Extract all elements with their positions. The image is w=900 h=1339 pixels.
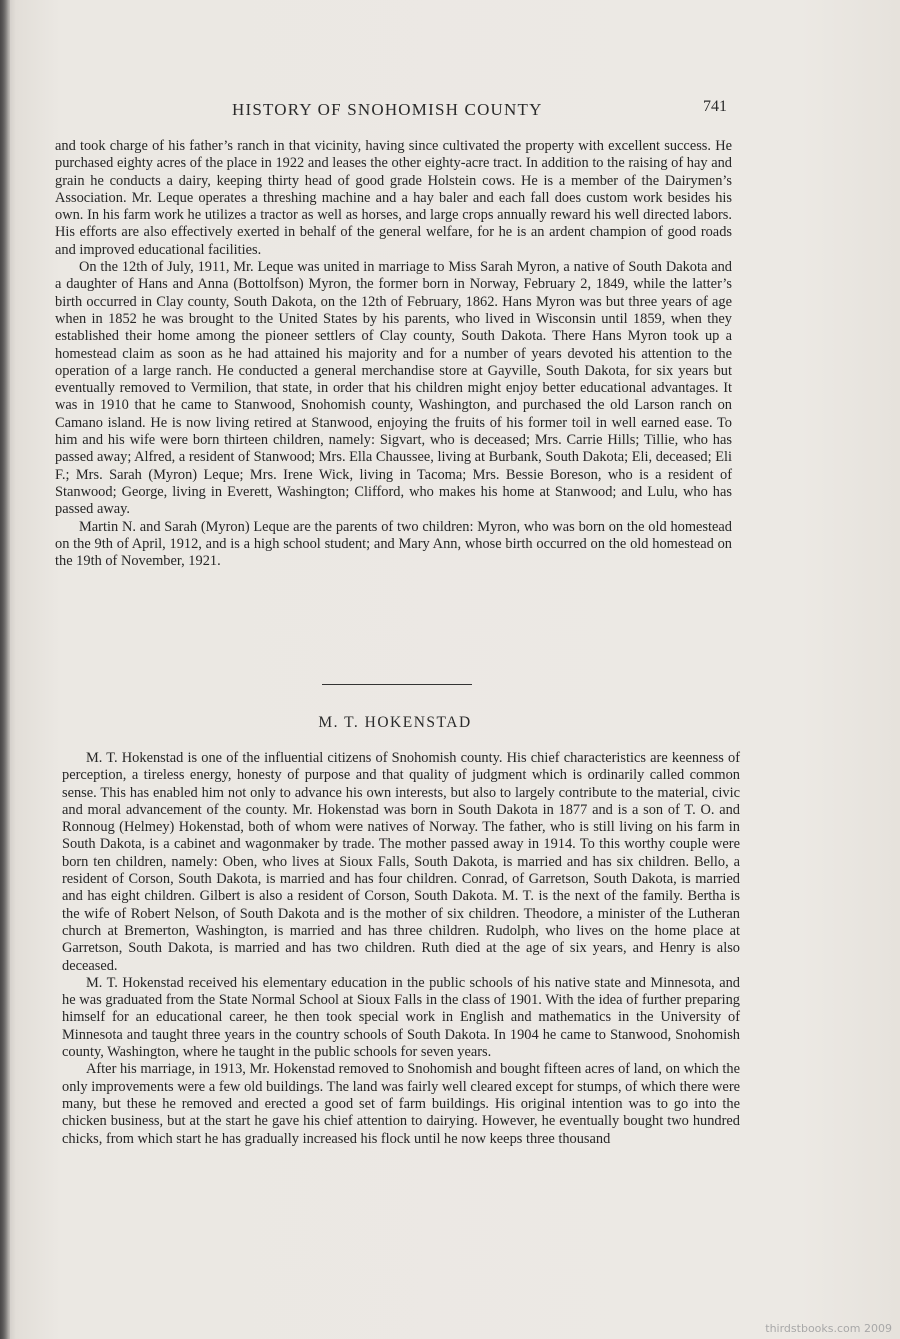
- section-hokenstad-text: [62, 750, 740, 1148]
- section-heading: M. T. HOKENSTAD: [318, 714, 472, 731]
- section-divider: [322, 684, 472, 685]
- paragraph: On the 12th of July, 1911, Mr. Leque was united in marriage to Miss Sarah Myron, a native of South Dakota and a daughter of Hans and Anna (Bottolfson) Myron, the former born in Norway, February 2, 1849, while the latter’s birth occurred in Clay county, South Dakota, on the 12th of February, 1862. Hans Myron was but three years of age when in 1852 he was brought to the United States by his parents, who lived in Wisconsin until 1859, when they established their home among the pioneer settlers of Clay county, South Dakota. There Hans Myron took up a homestead claim as soon as he had attained his majority and for a number of years devoted his attention to the operation of a large ranch. He conducted a general merchandise store at Gayville, South Dakota, for six years but eventually removed to Vermilion, that state, in order that his children might enjoy better educational advantages. It was in 1910 that he came to Stanwood, Snohomish county, Washington, and purchased the old Larson ranch on Camano island. He is now living retired at Stanwood, enjoying the fruits of his former toil in well earned ease. To him and his wife were born thirteen children, namely: Sigvart, who is deceased; Mrs. Carrie Hills; Tillie, who has passed away; Alfred, a resident of Stanwood; Mrs. Ella Chaussee, living at Burbank, South Dakota; Eli, deceased; Eli F.; Mrs. Sarah (Myron) Leque; Mrs. Irene Wick, living in Tacoma; Mrs. Bessie Boreson, who is a resident of Stanwood; George, living in Everett, Washington; Clifford, who makes his home at Stanwood; and Lulu, who has passed away.: [55, 259, 733, 518]
- page-number: 741: [703, 98, 727, 115]
- paragraph: After his marriage, in 1913, Mr. Hokenstad removed to Snohomish and bought fifteen acres of land, on which the only improvements were a few old buildings. The land was fairly well cleared except for stumps, of which there were many, but these he removed and erected a good set of farm buildings. His original intention was to go into the chicken business, but at the start he gave his chief attention to dairying. However, he eventually bought two hundred chicks, from which start he has gradually increased his flock until he now keeps three thousand: [62, 1061, 740, 1147]
- paragraph: M. T. Hokenstad is one of the influential citizens of Snohomish county. His chief characteristics are keenness of perception, a tireless energy, honesty of purpose and that quality of judgment which is ordinarily called common sense. This has enabled him not only to advance his own interests, but also to largely contribute to the material, civic and moral advancement of the county. Mr. Hokenstad was born in South Dakota in 1877 and is a son of T. O. and Ronnoug (Helmey) Hokenstad, both of whom were natives of Norway. The father, who is still living on his farm in South Dakota, is a cabinet and wagonmaker by trade. The mother passed away in 1914. To this worthy couple were born ten children, namely: Oben, who lives at Sioux Falls, South Dakota, is married and has six children. Bello, a resident of Corson, South Dakota, is married and has four children. Conrad, of Garretson, South Dakota, is married and has eight children. Gilbert is also a resident of Corson, South Dakota. M. T. is the next of the family. Bertha is the wife of Robert Nelson, of South Dakota and is the mother of six children. Theodore, a minister of the Lutheran church at Bremerton, Washington, is married and has three children. Rudolph, who lives on the home place at Garretson, South Dakota, is married and has two children. Ruth died at the age of six years, and Henry is also deceased.: [62, 750, 740, 974]
- paragraph: Martin N. and Sarah (Myron) Leque are the parents of two children: Myron, who was born on the old homestead on the 9th of April, 1912, and is a high school student; and Mary Ann, whose birth occurred on the old homestead on the 19th of November, 1921.: [55, 518, 732, 570]
- paragraph: and took charge of his father’s ranch in that vicinity, having since cultivated the property with excellent success. He purchased eighty acres of the place in 1922 and leases the other eighty-acre tract. In addition to the raising of hay and grain he conducts a dairy, keeping thirty head of good grade Holstein cows. He is a member of the Dairymen’s Association. Mr. Leque operates a threshing machine and a hay baler and each fall does custom work besides his own. In his farm work he utilizes a tractor as well as horses, and large crops annually reward his well directed labors. His efforts are also effectively exerted in behalf of the general welfare, for he is an ardent champion of good roads and improved educational facilities.: [55, 138, 732, 258]
- watermark-text: thirdstbooks.com 2009: [765, 1322, 892, 1335]
- binding-shadow: [0, 0, 10, 1339]
- section-leque-text: [55, 138, 732, 570]
- paragraph: M. T. Hokenstad received his elementary education in the public schools of his native state and Minnesota, and he was graduated from the State Normal School at Sioux Falls in the class of 1901. With the idea of further preparing himself for an educational career, he then took special work in English and mathematics in the University of Minnesota and taught three years in the country schools of South Dakota. In 1904 he came to Stanwood, Snohomish county, Washington, where he taught in the public schools for seven years.: [62, 974, 740, 1061]
- running-head: HISTORY OF SNOHOMISH COUNTY: [232, 100, 543, 119]
